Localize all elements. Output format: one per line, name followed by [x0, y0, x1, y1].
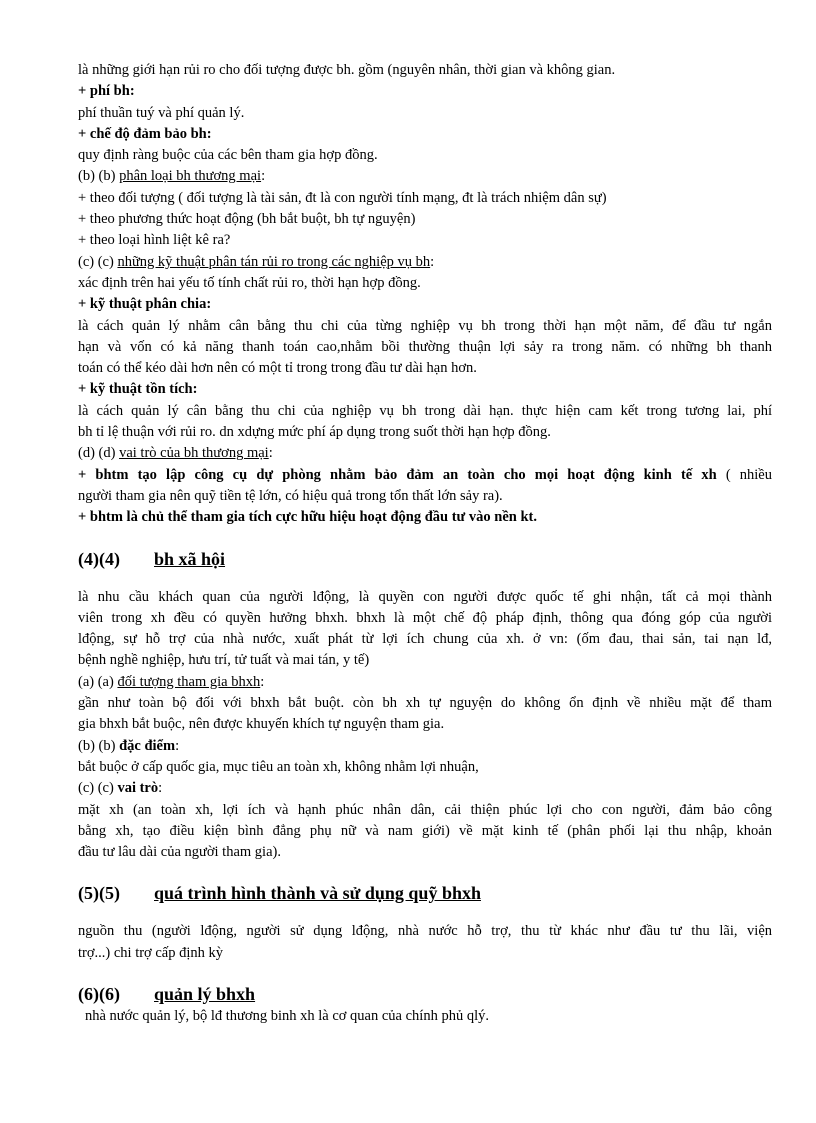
text-line: + theo phương thức hoạt động (bh bắt buột, bh tự nguyện) [78, 211, 416, 228]
text-line: quy định ràng buộc của các bên tham gia hợp đồng. [78, 147, 378, 164]
text-line: người tham gia nên quỹ tiền tệ lớn, có hiệu quả trong tổn thất lớn sảy ra). [78, 487, 503, 504]
document-page [78, 60, 772, 1027]
text-line: nhà nước quản lý, bộ lđ thương binh xh là cơ quan của chính phủ qlý. [85, 1007, 489, 1024]
text-line: phí thuần tuý và phí quản lý. [78, 104, 245, 121]
text-line: + theo loại hình liệt kê ra? [78, 232, 231, 249]
text-line: viên trong xh đều có quyền hưởng bhxh. bhxh là một chế độ pháp định, thông qua đóng góp của người [78, 609, 772, 626]
section-heading-5: (5)(5) quá trình hình thành và sử dụng quỹ bhxh [78, 883, 481, 904]
text-line: là nhu cầu khách quan của người lđộng, là quyền con người được quốc tế ghi nhận, tất cả mọi thành [78, 588, 772, 605]
list-item-b: (b) (b) phân loại bh thương mại: [78, 168, 266, 185]
text-line: + bhtm tạo lập công cụ dự phòng nhằm bảo đảm an toàn cho mọi hoạt động kinh tế xh ( nhiều [78, 466, 772, 483]
list-item-a: (a) (a) đối tượng tham gia bhxh: [78, 673, 265, 690]
text-line-bold: + bhtm là chủ thể tham gia tích cực hữu hiệu hoạt động đầu tư vào nền kt. [78, 509, 537, 526]
subheading-division: + kỹ thuật phân chia: [78, 296, 212, 313]
text-line: xác định trên hai yếu tố tính chất rủi ro, thời hạn hợp đồng. [78, 274, 421, 291]
text-line: gần như toàn bộ đối với bhxh bắt buột. còn bh xh tự nguyện do không ổn định về nhiều mặt để tham [78, 695, 772, 712]
text-line: bh tỉ lệ thuận với rủi ro. dn xdựng mức phí áp dụng trong suốt thời hạn hợp đồng. [78, 424, 551, 441]
text-line: mặt xh (an toàn xh, lợi ích và hạnh phúc nhân dân, cải thiện phúc lợi cho con người, đảm bảo công [78, 801, 772, 818]
text-line: hạn và vốn có kả năng thanh toán cao,nhằm bồi thường thuận lợi sảy ra trong năm. có những bh thanh [78, 338, 772, 355]
text-line: bệnh nghề nghiệp, hưu trí, tử tuất và mai tán, y tế) [78, 652, 370, 669]
text-line: gia bhxh bắt buộc, nên được khuyến khích tự nguyện tham gia. [78, 716, 445, 733]
section-heading-6: (6)(6) quản lý bhxh [78, 983, 256, 1004]
subheading-coverage: + chế độ đảm bảo bh: [78, 125, 212, 142]
text-line: lđộng, sự hỗ trợ của nhà nước, xuất phát từ lợi ích chung của xh. ở vn: (ốm đau, thai sản, tai nạn lđ, [78, 631, 772, 648]
text-line: là cách quản lý cân bằng thu chi của nghiệp vụ bh trong dài hạn. thực hiện cam kết trong tương lai, phí [78, 402, 772, 419]
list-item-d: (d) (d) vai trò của bh thương mại: [78, 445, 273, 462]
list-item-c: (c) (c) những kỹ thuật phân tán rủi ro trong các nghiệp vụ bh: [78, 253, 435, 270]
text-line: toán có thể kéo dài hơn nên có một tỉ trong trong đầu tư dài hạn hơn. [78, 360, 477, 377]
text-line: bằng xh, tạo điều kiện bình đẳng phụ nữ và nam giới) về mặt kinh tế (phân phối lại thu nhập, khoản [78, 822, 772, 839]
subheading-premium: + phí bh: [78, 83, 135, 100]
text-line: là những giới hạn rủi ro cho đối tượng được bh. gồm (nguyên nhân, thời gian và không gian. [78, 62, 616, 78]
subheading-accumulation: + kỹ thuật tồn tích: [78, 381, 198, 398]
text-line: đầu tư lâu dài của người tham gia). [78, 844, 281, 861]
text-line: nguồn thu (người lđộng, người sử dụng lđộng, nhà nước hỗ trợ, thu từ khác như đầu tư thu lãi, viện [78, 923, 772, 940]
list-item-b: (b) (b) đặc điểm: [78, 737, 180, 754]
text-line: trợ...) chi trợ cấp định kỳ [78, 944, 223, 961]
text-line: là cách quản lý nhằm cân bằng thu chi của từng nghiệp vụ bh trong thời hạn một năm, để đầu tư ngắn [78, 317, 772, 334]
section-heading-4: (4)(4) bh xã hội [78, 548, 226, 569]
text-line: bắt buộc ở cấp quốc gia, mục tiêu an toàn xh, không nhằm lợi nhuận, [78, 758, 479, 775]
text-line: + theo đối tượng ( đối tượng là tài sản, đt là con người tính mạng, đt là trách nhiệm dân sự) [78, 189, 607, 206]
list-item-c: (c) (c) vai trò: [78, 780, 163, 797]
